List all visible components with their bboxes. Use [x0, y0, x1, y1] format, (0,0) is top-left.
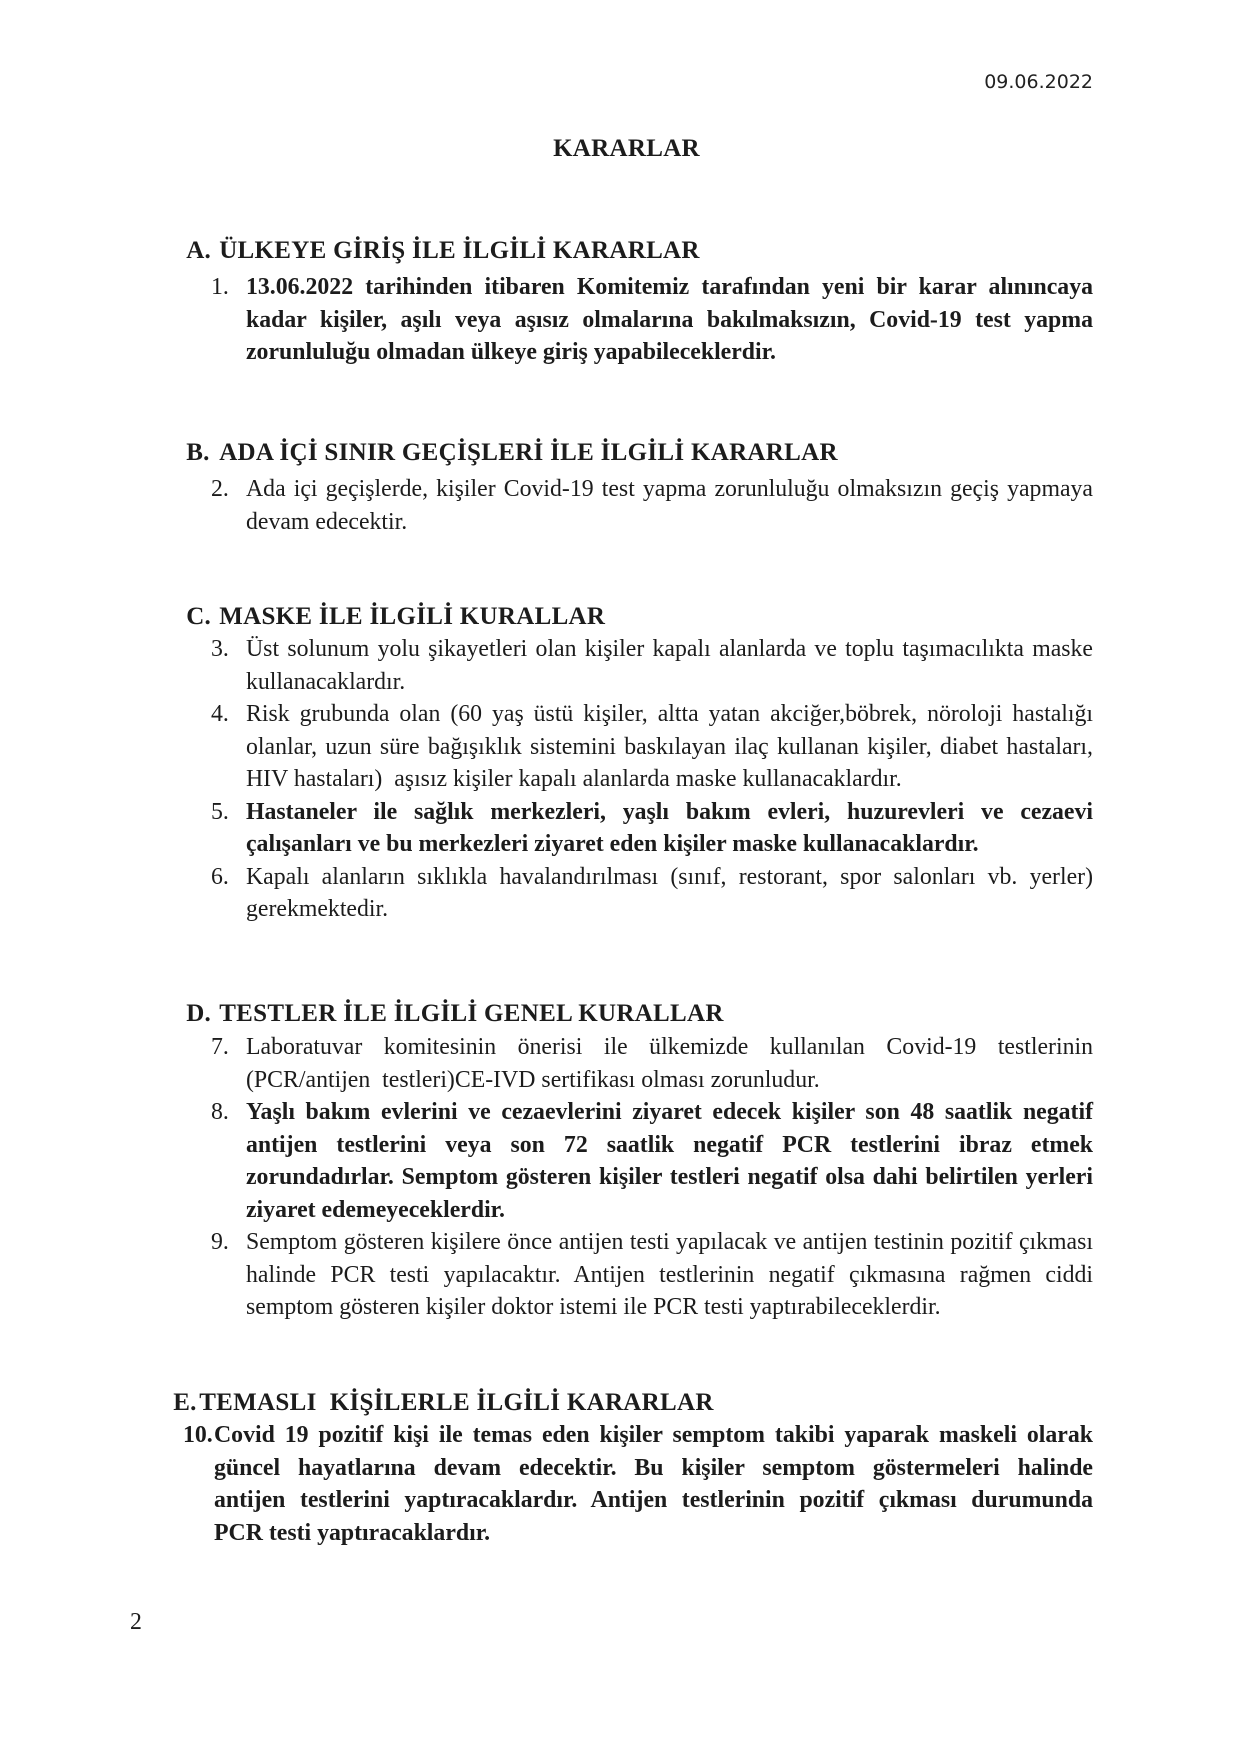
- text-line: halinde PCR testi yapılacaktır. Antijen testlerinin negatif çıkmasına rağmen ciddi: [246, 1261, 1093, 1288]
- list-item: [183, 1419, 1093, 1549]
- text-line: Ada içi geçişlerde, kişiler Covid-19 test yapma zorunluluğu olmaksızın geçiş yapmaya: [246, 476, 1093, 502]
- list-item: [211, 473, 1093, 538]
- section-e-items: [183, 1419, 1093, 1549]
- text-line: 13.06.2022 tarihinden itibaren Komitemiz tarafından yeni bir karar alınıncaya: [246, 274, 1093, 300]
- text-line: Risk grubunda olan (60 yaş üstü kişiler, altta yatan akciğer,böbrek, nöroloji hastalığı: [246, 701, 1093, 727]
- section-c-items: [211, 633, 1093, 926]
- text-line: antijen testlerini yaptıracaklardır. Antijen testlerinin pozitif çıkması durumunda: [214, 1487, 1093, 1513]
- item-number: 5.: [211, 798, 229, 825]
- text-line: Üst solunum yolu şikayetleri olan kişiler kapalı alanlarda ve toplu taşımacılıkta maske: [246, 636, 1093, 662]
- section-heading-text: TEMASLI KİŞİLERLE İLGİLİ KARARLAR: [199, 1388, 714, 1416]
- section-label: D.: [186, 999, 212, 1027]
- section-label: A.: [186, 236, 212, 264]
- section-heading-text: ÜLKEYE GİRİŞ İLE İLGİLİ KARARLAR: [219, 236, 700, 264]
- text-line: antijen testlerini veya son 72 saatlik negatif PCR testlerini ibraz etmek: [246, 1131, 1093, 1158]
- list-item: [211, 1226, 1093, 1324]
- text-line: semptom gösteren kişiler doktor istemi ile PCR testi yaptırabileceklerdir.: [246, 1294, 941, 1320]
- text-line: Hastaneler ile sağlık merkezleri, yaşlı bakım evleri, huzurevleri ve cezaevi: [246, 798, 1093, 825]
- item-number: 6.: [211, 863, 229, 890]
- text-line: zorunluluğu olmadan ülkeye giriş yapabileceklerdir.: [246, 339, 776, 365]
- text-line: PCR testi yaptıracaklardır.: [214, 1519, 491, 1546]
- section-label: B.: [186, 438, 210, 466]
- page-number: 2: [130, 1609, 142, 1635]
- text-line: güncel hayatlarına devam edecektir. Bu kişiler semptom göstermeleri halinde: [214, 1454, 1093, 1481]
- document-date: 09.06.2022: [984, 71, 1093, 93]
- item-number: 1.: [211, 274, 229, 300]
- list-item: [211, 271, 1093, 369]
- item-number: 3.: [211, 636, 229, 662]
- text-line: Laboratuvar komitesinin önerisi ile ülkemizde kullanılan Covid-19 testlerinin: [246, 1034, 1093, 1060]
- list-item: [211, 633, 1093, 698]
- text-line: devam edecektir.: [246, 508, 408, 535]
- text-line: çalışanları ve bu merkezleri ziyaret eden kişiler maske kullanacaklardır.: [246, 831, 979, 857]
- item-number: 10.: [183, 1422, 213, 1448]
- text-line: olanlar, uzun süre bağışıklık sistemini baskılayan ilaç kullanan kişiler, diabet hastaları,: [246, 733, 1093, 760]
- page-title: KARARLAR: [553, 135, 700, 162]
- list-item: [211, 861, 1093, 926]
- section-label: E.: [173, 1388, 197, 1416]
- text-line: (PCR/antijen testleri)CE-IVD sertifikası olması zorunludur.: [246, 1066, 820, 1093]
- section-label: C.: [186, 602, 212, 630]
- text-line: Yaşlı bakım evlerini ve cezaevlerini ziyaret edecek kişiler son 48 saatlik negatif: [246, 1099, 1093, 1125]
- list-item: [211, 1031, 1093, 1096]
- list-item: [211, 698, 1093, 796]
- text-line: gerekmektedir.: [246, 896, 389, 922]
- text-line: Covid 19 pozitif kişi ile temas eden kişiler semptom takibi yaparak maskeli olarak: [214, 1422, 1093, 1448]
- section-d-items: [211, 1031, 1093, 1324]
- text-line: Kapalı alanların sıklıkla havalandırılması (sınıf, restorant, spor salonları vb. yerler): [246, 863, 1093, 890]
- section-heading-text: MASKE İLE İLGİLİ KURALLAR: [219, 602, 606, 630]
- text-line: HIV hastaları) aşısız kişiler kapalı alanlarda maske kullanacaklardır.: [246, 766, 902, 792]
- item-number: 4.: [211, 701, 229, 727]
- text-line: kadar kişiler, aşılı veya aşısız olmalarına bakılmaksızın, Covid-19 test yapma: [246, 306, 1093, 333]
- text-line: kullanacaklardır.: [246, 668, 406, 695]
- text-line: Semptom gösteren kişilere önce antijen testi yapılacak ve antijen testinin pozitif çıkması: [246, 1229, 1093, 1255]
- text-line: ziyaret edemeyeceklerdir.: [246, 1196, 506, 1223]
- item-number: 9.: [211, 1229, 229, 1255]
- list-item: [211, 1096, 1093, 1226]
- section-b-items: [211, 473, 1093, 538]
- section-a-items: [211, 271, 1093, 369]
- item-number: 7.: [211, 1034, 229, 1060]
- text-line: zorundadırlar. Semptom gösteren kişiler testleri negatif olsa dahi belirtilen yerleri: [246, 1164, 1093, 1190]
- list-item: [211, 796, 1093, 861]
- section-heading-text: TESTLER İLE İLGİLİ GENEL KURALLAR: [219, 999, 724, 1027]
- section-heading-text: ADA İÇİ SINIR GEÇİŞLERİ İLE İLGİLİ KARARLAR: [219, 438, 838, 466]
- item-number: 2.: [211, 476, 229, 502]
- item-number: 8.: [211, 1099, 229, 1125]
